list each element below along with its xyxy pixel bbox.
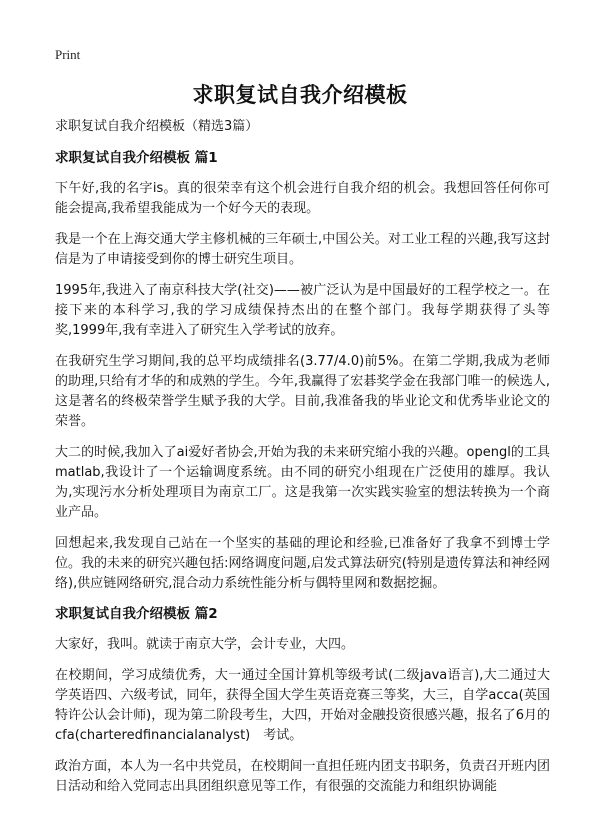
paragraph: 大二的时候,我加入了ai爱好者协会,开始为我的未来研究缩小我的兴趣。opengl的工具matlab,我设计了一个运输调度系统。由不同的研究小组现在广泛使用的雄厚。我认为,实现污水分析处理项目为南京工厂。这是我第一次实践实验室的想法转换为一个商业产品。 [55,445,550,520]
paragraph: 回想起来,我发现自己站在一个坚实的基础的理论和经验,已准备好了我拿不到博士学位。我的未来的研究兴趣包括:网络调度问题,启发式算法研究(特别是遗传算法和神经网络),供应链网络研究,混合动力系统性能分析与偶特里网和数据挖掘。 [55,536,550,591]
document-body [55,118,550,808]
paragraph: 下午好,我的名字is。真的很荣幸有这个机会进行自我介绍的机会。我想回答任何你可能会提高,我希望我能成为一个好今天的表现。 [55,181,550,216]
section-2 [55,605,550,797]
section-1 [55,149,550,594]
paragraph: 我是一个在上海交通大学主修机械的三年硕士,中国公关。对工业工程的兴趣,我写这封信是为了申请接受到你的博士研究生项目。 [55,232,550,267]
print-link[interactable]: Print [55,47,81,62]
document-title: 求职复试自我介绍模板 [192,83,408,107]
section-heading: 求职复试自我介绍模板 篇1 [55,150,218,166]
document-subtitle: 求职复试自我介绍模板（精选3篇） [55,119,259,134]
paragraph: 在我研究生学习期间,我的总平均成绩排名(3.77/4.0)前5%。在第二学期,我成为老师的助理,只给有才华的和成熟的学生。今年,我赢得了宏碁奖学金在我部门唯一的候选人,这是著名的终极荣誉学生赋予我的大学。目前,我准备我的毕业论文和优秀毕业论文的荣誉。 [55,354,550,429]
paragraph: 在校期间，学习成绩优秀，大一通过全国计算机等级考试(二级java语言),大二通过大学英语四、六级考试，同年，获得全国大学生英语竞赛三等奖，大三，自学acca(英国特许公认会计师)，现为第二阶段考生，大四，开始对金融投资很感兴趣，报名了6月的cfa(charteredfinancialanalyst) 考试。 [55,668,550,743]
section-heading: 求职复试自我介绍模板 篇2 [55,606,218,622]
paragraph: 1995年,我进入了南京科技大学(社交)——被广泛认为是中国最好的工程学校之一。在接下来的本科学习,我的学习成绩保持杰出的在整个部门。我每学期获得了头等奖,1999年,我有幸进入了研究生入学考试的放弃。 [55,283,550,338]
paragraph: 政治方面，本人为一名中共党员，在校期间一直担任班内团支书职务，负责召开班内团日活动和给入党同志出具团组织意见等工作，有很强的交流能力和组织协调能 [55,759,550,794]
paragraph: 大家好，我叫。就读于南京大学，会计专业，大四。 [55,637,355,652]
